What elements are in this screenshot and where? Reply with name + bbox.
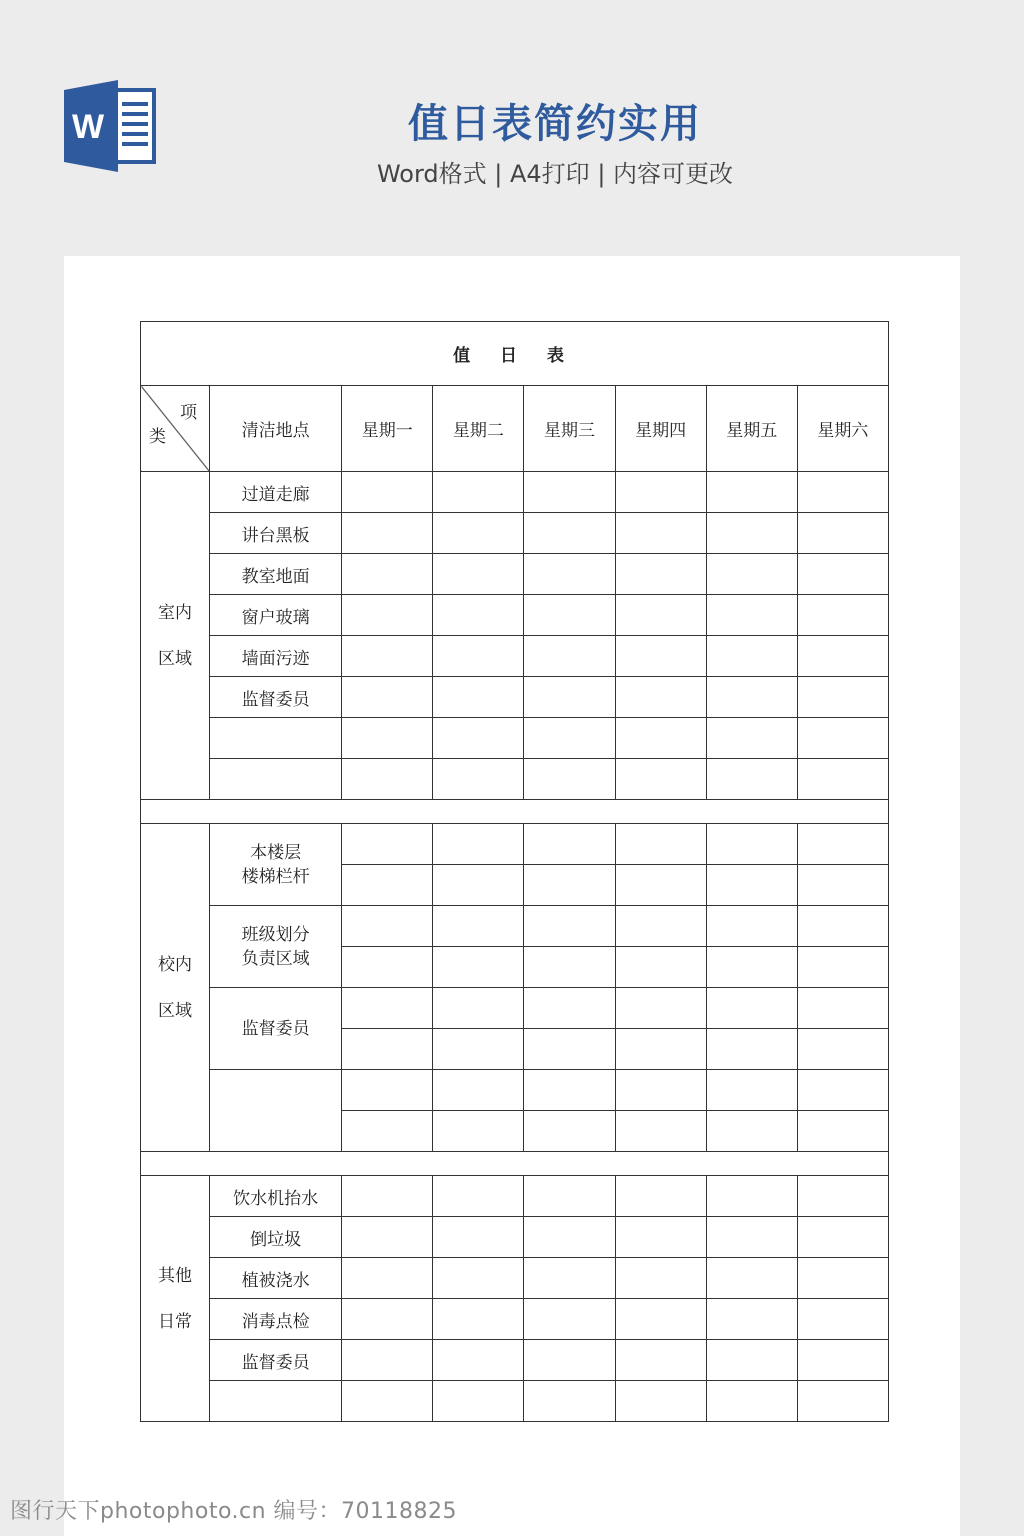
duty-cell[interactable]	[342, 595, 433, 636]
duty-cell[interactable]	[433, 677, 524, 718]
duty-cell[interactable]	[524, 636, 615, 677]
duty-cell[interactable]	[524, 759, 615, 800]
banner-subtitle: Word格式 | A4打印 | 内容可更改	[376, 160, 734, 188]
location-cell: 过道走廊	[210, 472, 342, 513]
duty-cell[interactable]	[706, 513, 797, 554]
duty-cell[interactable]	[524, 824, 615, 865]
category-cell	[141, 472, 210, 800]
duty-cell[interactable]	[706, 472, 797, 513]
duty-cell[interactable]	[615, 718, 706, 759]
location-cell: 饮水机抬水	[210, 1176, 342, 1217]
duty-cell[interactable]	[342, 1299, 433, 1340]
duty-cell[interactable]	[342, 636, 433, 677]
location-cell: 植被浇水	[210, 1258, 342, 1299]
category-label: 室内	[158, 602, 193, 623]
duty-cell[interactable]	[433, 988, 524, 1029]
duty-cell[interactable]	[524, 513, 615, 554]
day-header: 星期六	[797, 386, 888, 472]
duty-cell[interactable]	[615, 595, 706, 636]
location-label: 监督委员	[241, 1018, 310, 1039]
duty-cell[interactable]	[615, 636, 706, 677]
duty-cell[interactable]	[797, 947, 888, 988]
duty-cell[interactable]	[524, 1258, 615, 1299]
duty-cell[interactable]	[342, 1070, 433, 1111]
category-label: 校内	[158, 954, 193, 975]
duty-cell[interactable]	[524, 906, 615, 947]
duty-table	[140, 321, 889, 1422]
duty-cell[interactable]	[615, 1176, 706, 1217]
duty-cell[interactable]	[615, 1111, 706, 1152]
duty-cell[interactable]	[342, 988, 433, 1029]
duty-cell[interactable]	[615, 1070, 706, 1111]
document-page	[64, 256, 960, 1536]
duty-cell[interactable]	[524, 472, 615, 513]
duty-cell[interactable]	[342, 554, 433, 595]
location-cell: 讲台黑板	[210, 513, 342, 554]
duty-cell[interactable]	[615, 677, 706, 718]
duty-cell[interactable]	[342, 1217, 433, 1258]
duty-cell[interactable]	[706, 759, 797, 800]
corner-header-cell	[141, 386, 210, 472]
location-cell: 监督委员	[210, 677, 342, 718]
duty-cell[interactable]	[433, 554, 524, 595]
duty-cell[interactable]	[797, 718, 888, 759]
duty-cell[interactable]	[615, 906, 706, 947]
duty-cell[interactable]	[706, 1217, 797, 1258]
duty-cell[interactable]	[433, 1176, 524, 1217]
duty-cell[interactable]	[706, 595, 797, 636]
location-label: 班级划分	[241, 924, 310, 945]
duty-cell[interactable]	[615, 1381, 706, 1422]
duty-cell[interactable]	[706, 1340, 797, 1381]
duty-cell[interactable]	[615, 1299, 706, 1340]
duty-cell[interactable]	[797, 636, 888, 677]
corner-top-label: 项	[180, 403, 198, 423]
duty-cell[interactable]	[615, 988, 706, 1029]
location-cell: 监督委员	[210, 1340, 342, 1381]
duty-cell[interactable]	[342, 759, 433, 800]
category-label: 区域	[158, 1000, 193, 1021]
duty-cell[interactable]	[615, 472, 706, 513]
duty-cell[interactable]	[524, 677, 615, 718]
location-cell: 窗户玻璃	[210, 595, 342, 636]
section-spacer	[141, 800, 889, 824]
duty-cell[interactable]	[615, 1258, 706, 1299]
word-icon	[64, 80, 158, 172]
duty-cell[interactable]	[433, 636, 524, 677]
duty-cell[interactable]	[706, 554, 797, 595]
duty-cell[interactable]	[797, 1299, 888, 1340]
duty-cell[interactable]	[433, 1381, 524, 1422]
duty-cell[interactable]	[524, 1111, 615, 1152]
duty-cell[interactable]	[433, 824, 524, 865]
duty-cell[interactable]	[706, 1258, 797, 1299]
duty-cell[interactable]	[433, 472, 524, 513]
duty-cell[interactable]	[524, 554, 615, 595]
duty-cell[interactable]	[433, 1258, 524, 1299]
banner-title: 值日表简约实用	[408, 101, 702, 147]
duty-cell[interactable]	[342, 1381, 433, 1422]
location-cell: 教室地面	[210, 554, 342, 595]
table-title: 值 日 表	[141, 322, 889, 386]
duty-cell[interactable]	[342, 865, 433, 906]
duty-cell[interactable]	[706, 718, 797, 759]
day-header: 星期五	[706, 386, 797, 472]
duty-cell[interactable]	[524, 865, 615, 906]
duty-cell[interactable]	[433, 1111, 524, 1152]
duty-cell[interactable]	[706, 636, 797, 677]
duty-cell[interactable]	[615, 947, 706, 988]
location-cell: 墙面污迹	[210, 636, 342, 677]
duty-cell[interactable]	[797, 1070, 888, 1111]
day-header: 星期四	[615, 386, 706, 472]
category-label: 其他	[158, 1265, 193, 1286]
duty-cell[interactable]	[342, 824, 433, 865]
duty-cell[interactable]	[524, 1176, 615, 1217]
duty-cell[interactable]	[524, 947, 615, 988]
duty-cell[interactable]	[342, 1340, 433, 1381]
duty-cell[interactable]	[706, 988, 797, 1029]
duty-cell[interactable]	[524, 1340, 615, 1381]
duty-cell[interactable]	[433, 906, 524, 947]
duty-cell[interactable]	[797, 1258, 888, 1299]
duty-cell[interactable]	[615, 513, 706, 554]
duty-cell[interactable]	[524, 1029, 615, 1070]
duty-cell[interactable]	[524, 1070, 615, 1111]
duty-cell[interactable]	[706, 677, 797, 718]
duty-cell[interactable]	[524, 595, 615, 636]
category-label: 区域	[158, 648, 193, 669]
duty-cell[interactable]	[524, 1381, 615, 1422]
duty-cell[interactable]	[615, 1217, 706, 1258]
duty-cell[interactable]	[797, 1176, 888, 1217]
location-cell[interactable]	[210, 1070, 342, 1152]
location-cell[interactable]	[210, 759, 342, 800]
duty-cell[interactable]	[615, 1029, 706, 1070]
location-cell	[210, 824, 342, 906]
duty-cell[interactable]	[797, 1217, 888, 1258]
duty-cell[interactable]	[342, 513, 433, 554]
duty-cell[interactable]	[433, 1340, 524, 1381]
duty-cell[interactable]	[797, 1029, 888, 1070]
location-label: 负责区域	[241, 948, 310, 969]
duty-cell[interactable]	[706, 1299, 797, 1340]
duty-cell[interactable]	[797, 513, 888, 554]
duty-cell[interactable]	[706, 1381, 797, 1422]
location-cell[interactable]	[210, 1381, 342, 1422]
duty-cell[interactable]	[615, 865, 706, 906]
svg-text:W: W	[71, 108, 105, 146]
duty-cell[interactable]	[797, 759, 888, 800]
duty-cell[interactable]	[524, 1299, 615, 1340]
duty-cell[interactable]	[797, 865, 888, 906]
duty-cell[interactable]	[342, 1111, 433, 1152]
location-label: 本楼层	[250, 842, 302, 863]
duty-cell[interactable]	[706, 865, 797, 906]
duty-cell[interactable]	[433, 947, 524, 988]
duty-cell[interactable]	[433, 1217, 524, 1258]
duty-cell[interactable]	[433, 718, 524, 759]
category-cell	[141, 824, 210, 1152]
duty-cell[interactable]	[342, 947, 433, 988]
duty-cell[interactable]	[342, 718, 433, 759]
duty-cell[interactable]	[706, 1111, 797, 1152]
section-spacer	[141, 1152, 889, 1176]
duty-cell[interactable]	[433, 1299, 524, 1340]
duty-cell[interactable]	[342, 1258, 433, 1299]
duty-cell[interactable]	[615, 759, 706, 800]
category-label: 日常	[158, 1311, 193, 1332]
duty-cell[interactable]	[797, 988, 888, 1029]
location-cell: 消毒点检	[210, 1299, 342, 1340]
duty-cell[interactable]	[797, 824, 888, 865]
duty-cell[interactable]	[615, 1340, 706, 1381]
duty-cell[interactable]	[797, 1111, 888, 1152]
duty-cell[interactable]	[433, 595, 524, 636]
location-cell[interactable]	[210, 718, 342, 759]
duty-cell[interactable]	[706, 824, 797, 865]
duty-cell[interactable]	[706, 947, 797, 988]
day-header: 星期一	[342, 386, 433, 472]
duty-cell[interactable]	[797, 595, 888, 636]
duty-cell[interactable]	[342, 472, 433, 513]
location-cell	[210, 906, 342, 988]
duty-cell[interactable]	[342, 906, 433, 947]
location-cell	[210, 988, 342, 1070]
duty-cell[interactable]	[615, 554, 706, 595]
duty-cell[interactable]	[342, 1029, 433, 1070]
duty-cell[interactable]	[797, 554, 888, 595]
day-header: 星期二	[433, 386, 524, 472]
duty-cell[interactable]	[524, 718, 615, 759]
duty-cell[interactable]	[797, 1381, 888, 1422]
duty-cell[interactable]	[797, 472, 888, 513]
duty-cell[interactable]	[615, 824, 706, 865]
location-cell: 倒垃圾	[210, 1217, 342, 1258]
duty-cell[interactable]	[706, 1029, 797, 1070]
duty-cell[interactable]	[433, 865, 524, 906]
duty-cell[interactable]	[524, 988, 615, 1029]
category-cell	[141, 1176, 210, 1422]
duty-cell[interactable]	[342, 1176, 433, 1217]
duty-cell[interactable]	[706, 1070, 797, 1111]
corner-bottom-label: 类	[149, 427, 166, 447]
duty-cell[interactable]	[433, 1029, 524, 1070]
duty-cell[interactable]	[797, 906, 888, 947]
duty-cell[interactable]	[706, 1176, 797, 1217]
duty-cell[interactable]	[433, 1070, 524, 1111]
duty-cell[interactable]	[797, 1340, 888, 1381]
duty-cell[interactable]	[524, 1217, 615, 1258]
duty-cell[interactable]	[342, 677, 433, 718]
duty-cell[interactable]	[706, 906, 797, 947]
duty-cell[interactable]	[433, 759, 524, 800]
location-label: 楼梯栏杆	[241, 866, 310, 887]
watermark: 图行天下photophoto.cn 编号：70118825	[10, 1499, 458, 1524]
duty-cell[interactable]	[433, 513, 524, 554]
day-header: 星期三	[524, 386, 615, 472]
duty-cell[interactable]	[797, 677, 888, 718]
location-header: 清洁地点	[210, 386, 342, 472]
